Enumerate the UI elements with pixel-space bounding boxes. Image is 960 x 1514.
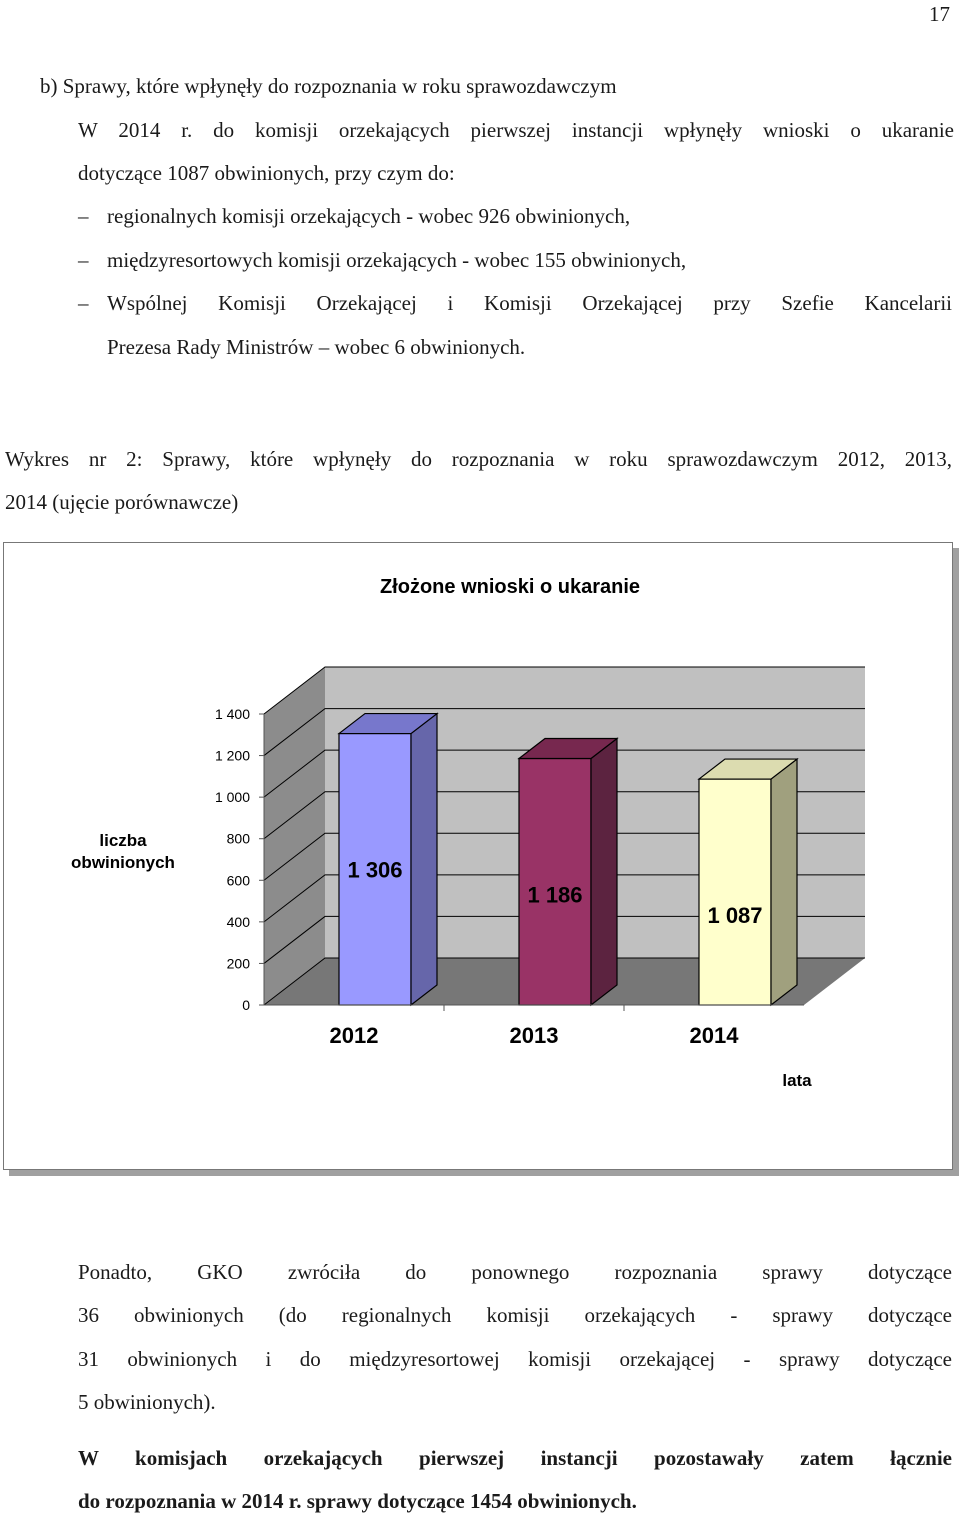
bar-value-label: 1 087 (707, 903, 763, 929)
x-axis-label: lata (782, 1071, 812, 1090)
chart-caption-line-2: 2014 (ujęcie porównawcze) (5, 490, 239, 514)
section-line-2: dotyczące 1087 obwinionych, przy czym do: (78, 161, 455, 185)
bullet-continuation: Prezesa Rady Ministrów – wobec 6 obwinionych. (107, 335, 526, 359)
bar (519, 738, 617, 1005)
page-number: 17 (929, 2, 950, 26)
bullet-item: międzyresortowych komisji orzekających - wobec 155 obwinionych, (107, 248, 687, 272)
bullet-item: Wspólnej Komisji Orzekającej i Komisji Orzekającej przy Szefie Kancelarii (107, 291, 952, 315)
bullet-item: regionalnych komisji orzekających - wobec 926 obwinionych, (107, 204, 631, 228)
section-heading: b) Sprawy, które wpłynęły do rozpoznania w roku sprawozdawczym (40, 74, 617, 98)
paragraph-1-line: 31 obwinionych i do międzyresortowej komisji orzekającej - sprawy dotyczące (78, 1347, 952, 1371)
y-axis-label-line-1: liczba (99, 831, 147, 850)
chart-frame (3, 542, 953, 1170)
bar-front (699, 779, 771, 1005)
y-tick-label: 0 (242, 997, 250, 1013)
y-tick-label: 800 (226, 830, 250, 847)
paragraph-1-line: 36 obwinionych (do regionalnych komisji orzekających - sprawy dotyczące (78, 1303, 952, 1327)
chart-caption-line-1: Wykres nr 2: Sprawy, które wpłynęły do rozpoznania w roku sprawozdawczym 2012, 2013, (5, 447, 952, 471)
x-tick-label: 2014 (689, 1023, 739, 1048)
bar-chart (4, 543, 952, 1169)
y-axis-label-line-2: obwinionych (71, 853, 175, 872)
paragraph-2-line-2: do rozpoznania w 2014 r. sprawy dotyczące 1454 obwinionych. (78, 1489, 637, 1513)
bar-side (771, 759, 797, 1005)
chart-side-wall (264, 667, 325, 1005)
bar-side (411, 714, 437, 1005)
bullet-dash: – (78, 291, 89, 315)
chart-title: Złożone wnioski o ukaranie (379, 576, 641, 598)
y-tick-label: 400 (226, 913, 250, 930)
x-tick-label: 2013 (509, 1023, 559, 1048)
paragraph-1-line: 5 obwinionych). (78, 1390, 216, 1414)
y-tick-label: 200 (226, 955, 250, 972)
bar-side (591, 738, 617, 1005)
x-tick-label: 2012 (329, 1023, 379, 1048)
paragraph-1-line: Ponadto, GKO zwróciła do ponownego rozpoznania sprawy dotyczące (78, 1260, 952, 1284)
paragraph-2-line-1: W komisjach orzekających pierwszej instancji pozostawały zatem łącznie (78, 1446, 952, 1470)
y-tick-label: 1 000 (214, 789, 250, 806)
y-tick-label: 1 400 (214, 706, 250, 722)
bar-value-label: 1 306 (347, 857, 403, 883)
bullet-dash: – (78, 248, 89, 272)
bar-value-label: 1 186 (527, 882, 583, 908)
y-tick-label: 600 (226, 872, 250, 889)
y-tick-label: 1 200 (214, 747, 250, 764)
section-line-1: W 2014 r. do komisji orzekających pierwszej instancji wpłynęły wnioski o ukaranie (78, 118, 954, 142)
bar (699, 759, 797, 1005)
bullet-dash: – (78, 204, 89, 228)
